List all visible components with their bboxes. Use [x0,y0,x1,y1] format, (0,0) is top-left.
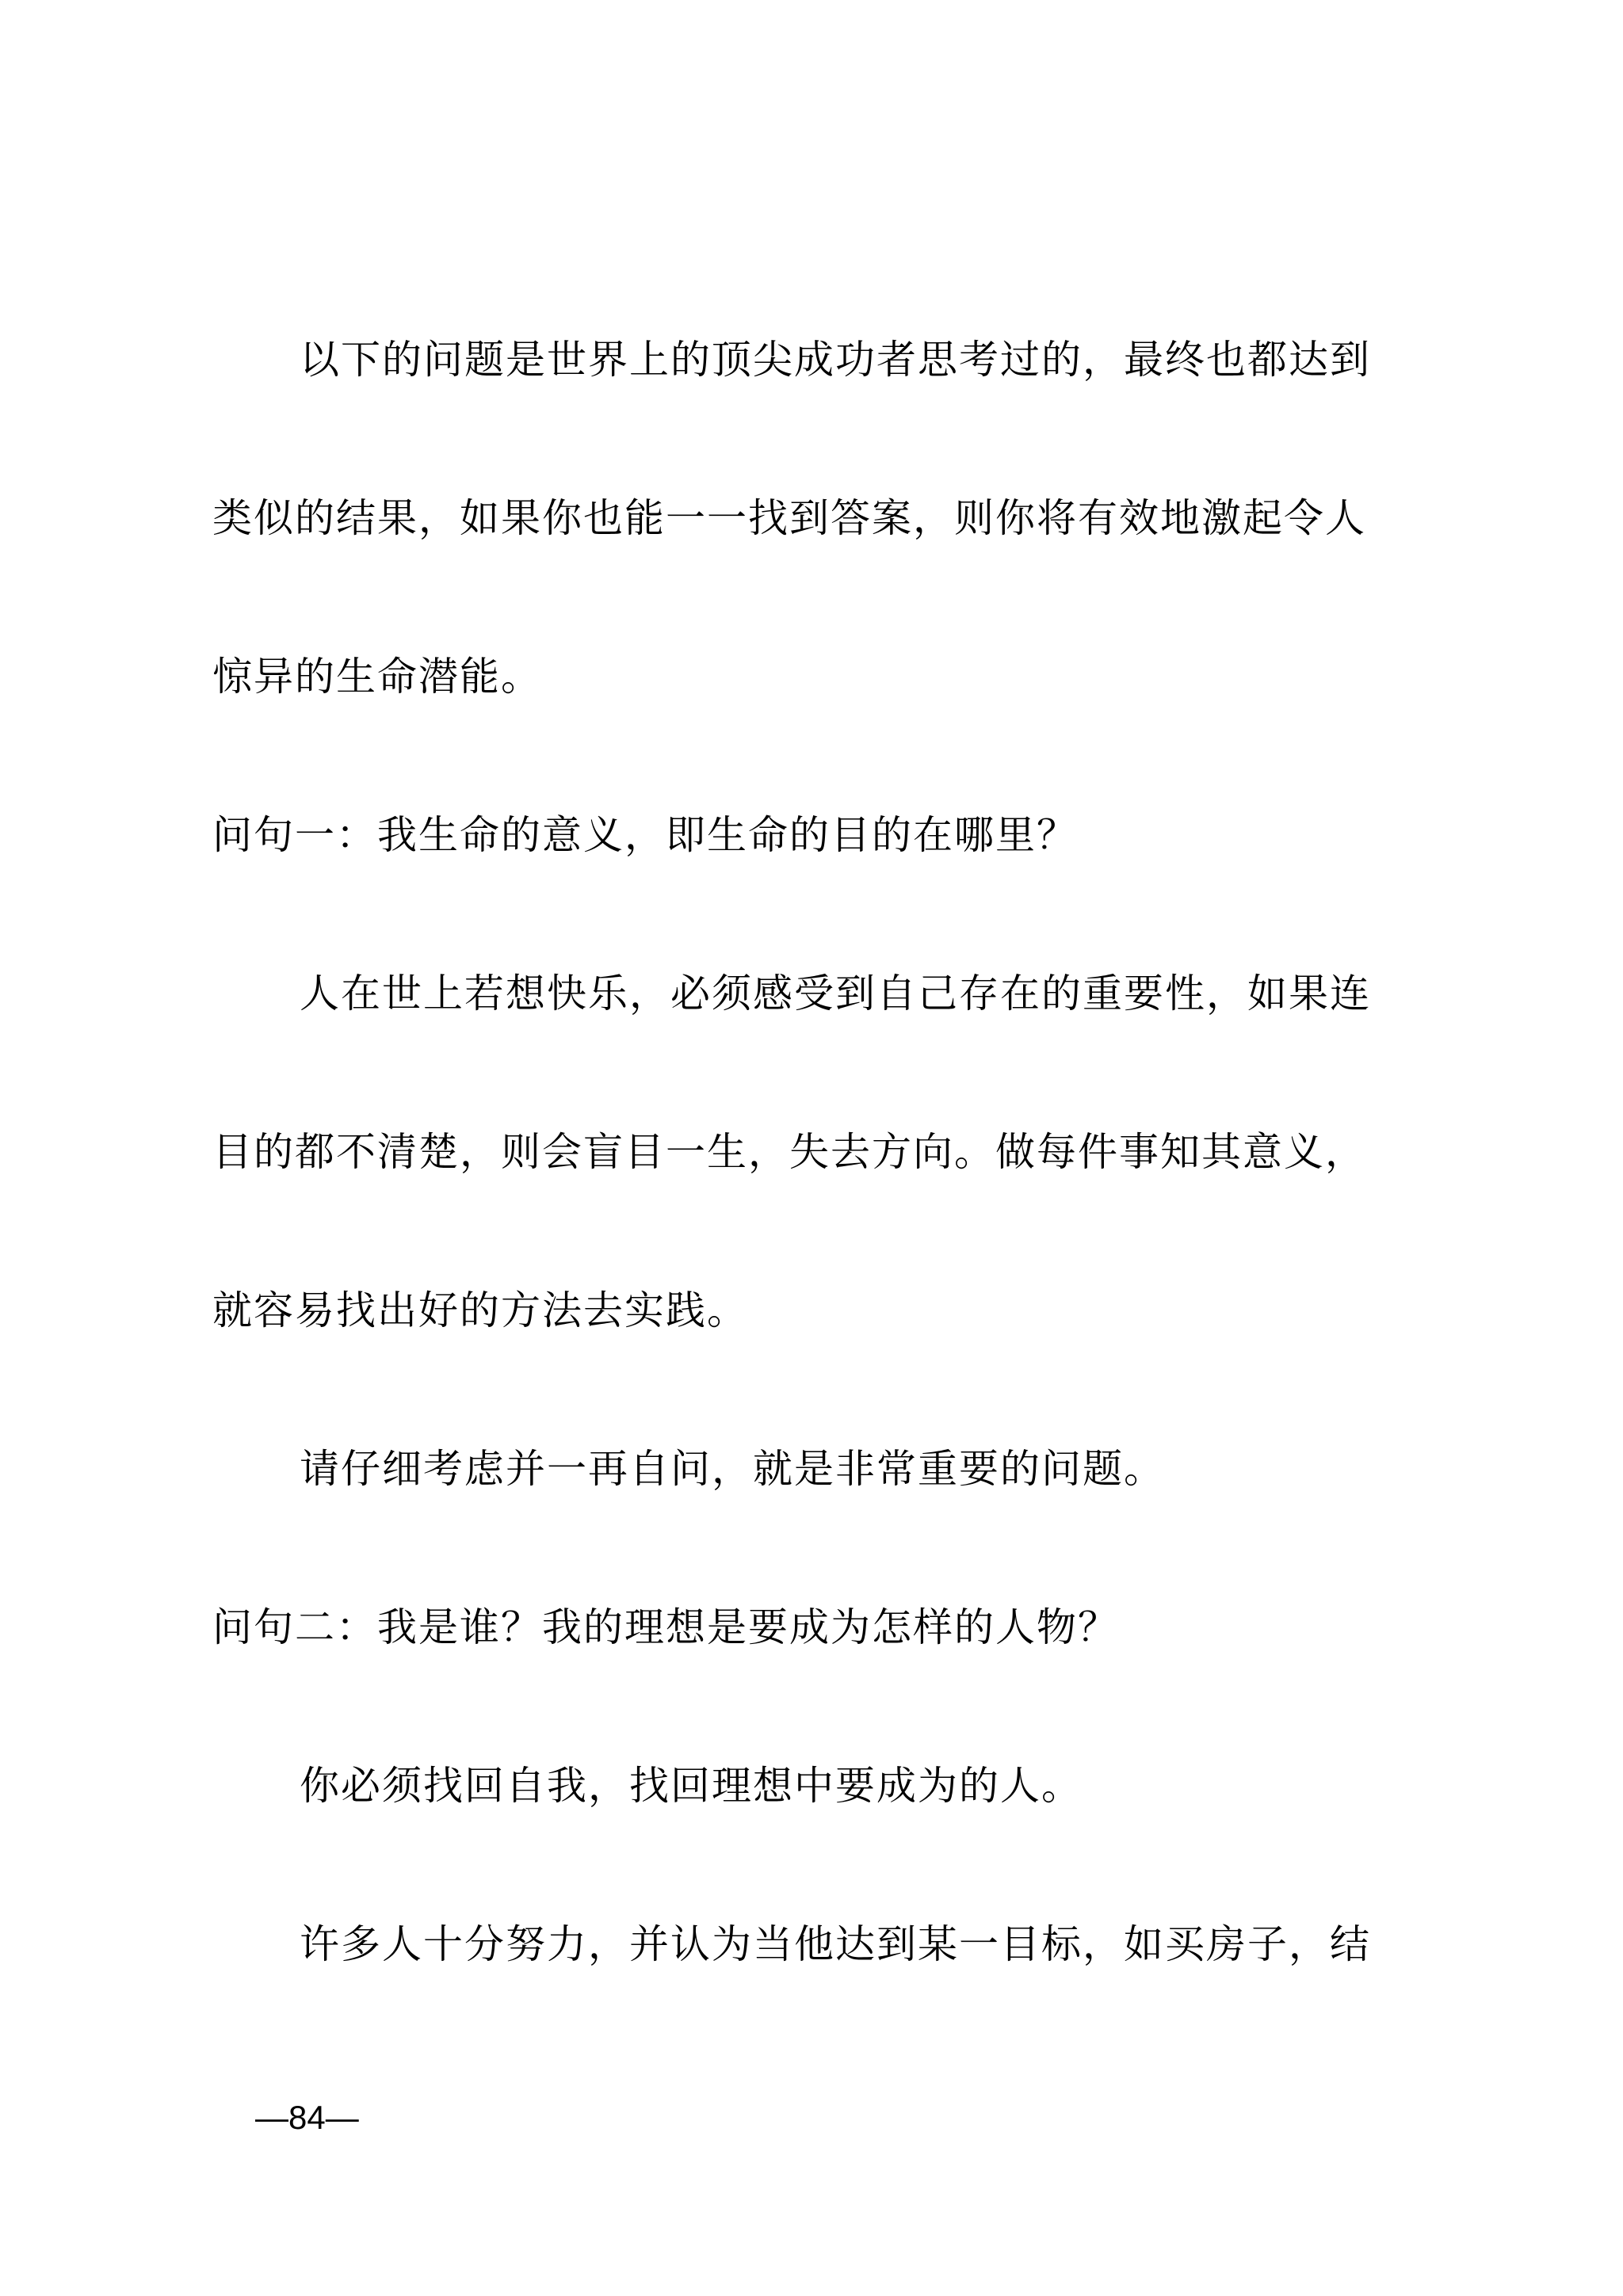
paragraph-line-10: 你必须找回自我，找回理想中要成为的人。 [300,1763,1083,1809]
paragraph-line-7: 就容易找出好的方法去实践。 [212,1287,748,1333]
paragraph-line-2: 类似的结果，如果你也能一一找到答案，则你将有效地激起令人 [212,495,1366,541]
paragraph-line-3: 惊异的生命潜能。 [212,654,542,700]
paragraph-line-1: 以下的问题是世界上的顶尖成功者思考过的，最终也都达到 [300,337,1371,383]
question-one-heading: 问句一：我生命的意义，即生命的目的在哪里？ [212,812,1078,858]
paragraph-line-11: 许多人十分努力，并认为当他达到某一目标，如买房子，结 [300,1921,1371,1967]
paragraph-line-5: 人在世上若想快乐，必须感受到自己存在的重要性，如果连 [300,971,1371,1016]
question-two-heading: 问句二：我是谁？我的理想是要成为怎样的人物？ [212,1604,1119,1650]
paragraph-line-6: 目的都不清楚，则会盲目一生，失去方向。做每件事知其意义， [212,1129,1366,1175]
paragraph-line-8: 请仔细考虑并一再自问，就是非常重要的问题。 [300,1446,1165,1492]
page-number: —84— [255,2099,359,2136]
